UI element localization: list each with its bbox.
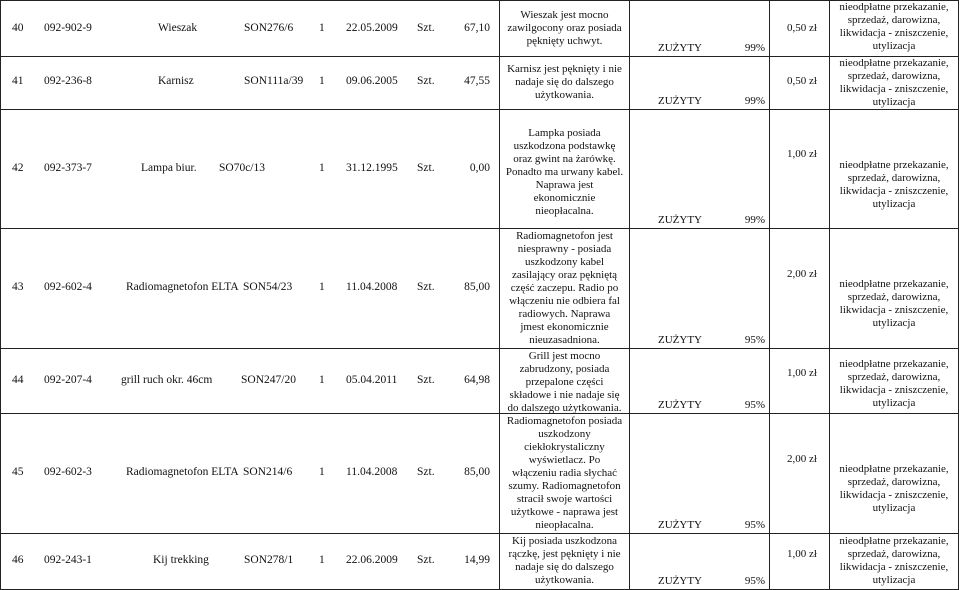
condition-cell <box>630 413 770 533</box>
condition-cell <box>630 533 770 589</box>
symbol-code: SON54/23 <box>243 281 293 293</box>
unit: Szt. <box>417 281 435 293</box>
condition-state: ZUŻYTY <box>658 575 702 587</box>
condition-state: ZUŻYTY <box>658 42 702 54</box>
item-name: Lampa biur. <box>141 162 197 174</box>
item-info-cell <box>0 1 500 56</box>
disposal-method-cell <box>830 228 959 348</box>
quantity: 1 <box>319 374 325 386</box>
inventory-number: 092-373-7 <box>44 162 92 174</box>
disposal-method-line: nieodpłatne przekazanie, <box>839 535 949 547</box>
disposal-method-line: sprzedaż, darowizna, <box>847 70 941 82</box>
disposal-method-text <box>830 463 958 515</box>
estimated-value: 1,00 zł <box>787 148 817 160</box>
condition-cell <box>630 109 770 228</box>
disposal-method-cell <box>830 1 959 56</box>
estimated-value: 0,50 zł <box>787 75 817 87</box>
item-name: grill ruch okr. 46cm <box>121 374 213 386</box>
wear-percent: 95% <box>744 519 765 531</box>
symbol-code: SON278/1 <box>244 554 294 566</box>
description-line: Lampka posiada <box>528 127 601 139</box>
disposal-method-line: likwidacja - zniszczenie, <box>839 185 949 197</box>
table-row <box>0 228 959 349</box>
description-text <box>504 230 625 347</box>
inventory-number: 092-602-4 <box>44 281 92 293</box>
description-line: zawilgocony oraz posiada <box>507 22 622 34</box>
wear-percent: 99% <box>744 42 765 54</box>
description-line: oraz gwint na żarówkę. <box>513 153 616 165</box>
estimated-value: 1,00 zł <box>787 548 817 560</box>
disposal-method-line: sprzedaż, darowizna, <box>847 14 941 26</box>
symbol-code: SON247/20 <box>241 374 296 386</box>
inventory-number: 092-902-9 <box>44 22 92 34</box>
item-info-cell <box>0 109 500 228</box>
description-cell <box>500 1 630 56</box>
price: 85,00 <box>464 466 490 478</box>
unit: Szt. <box>417 466 435 478</box>
table-row <box>0 0 959 57</box>
description-line: ekonomicznie <box>533 192 596 204</box>
lp-number: 42 <box>12 162 24 174</box>
item-name: Karnisz <box>158 75 194 87</box>
disposal-method-line: nieodpłatne przekazanie, <box>839 463 949 475</box>
estimated-value: 2,00 zł <box>787 453 817 465</box>
value-cell <box>770 55 830 109</box>
description-line: nieuzasadniona. <box>529 334 600 346</box>
disposal-method-line: utylizacja <box>872 317 916 329</box>
item-name: Kij trekking <box>153 554 209 566</box>
item-info-cell <box>0 55 500 109</box>
wear-percent: 95% <box>744 575 765 587</box>
description-line: Kij posiada uszkodzona <box>511 535 618 547</box>
unit: Szt. <box>417 374 435 386</box>
disposal-method-line: nieodpłatne przekazanie, <box>839 159 949 171</box>
description-line: składowe i nie nadaje się <box>509 389 620 401</box>
description-line: Wieszak jest mocno <box>520 9 609 21</box>
purchase-date: 22.05.2009 <box>346 22 398 34</box>
condition-state: ZUŻYTY <box>658 334 702 346</box>
lp-number: 40 <box>12 22 24 34</box>
table-row <box>0 413 959 534</box>
description-line: uszkodzona podstawkę <box>513 140 616 152</box>
description-line: Radiomagnetofon jest <box>516 230 613 242</box>
description-cell <box>500 228 630 348</box>
price: 47,55 <box>464 75 490 87</box>
description-cell <box>500 348 630 413</box>
disposal-method-line: likwidacja - zniszczenie, <box>839 83 949 95</box>
description-line: włączeniu radia słychać <box>511 467 618 479</box>
quantity: 1 <box>319 554 325 566</box>
item-info-cell <box>0 533 500 589</box>
purchase-date: 31.12.1995 <box>346 162 398 174</box>
purchase-date: 05.04.2011 <box>346 374 398 386</box>
disposal-method-text <box>830 159 958 211</box>
description-line: wyświetlacz. Po <box>528 454 601 466</box>
value-cell <box>770 533 830 589</box>
price: 0,00 <box>469 162 490 174</box>
item-info-cell <box>0 348 500 413</box>
price: 85,00 <box>464 281 490 293</box>
condition-state: ZUŻYTY <box>658 519 702 531</box>
description-cell <box>500 55 630 109</box>
quantity: 1 <box>319 162 325 174</box>
disposal-method-line: utylizacja <box>872 397 916 409</box>
condition-state: ZUŻYTY <box>658 214 702 226</box>
disposal-method-text <box>830 278 958 330</box>
description-line: do dalszego użytkowania. <box>507 402 622 414</box>
description-line: włączeniu nie odbiera fal <box>509 295 620 307</box>
description-line: Ponadto ma urwany kabel. <box>505 166 624 178</box>
purchase-date: 09.06.2005 <box>346 75 398 87</box>
disposal-method-line: likwidacja - zniszczenie, <box>839 304 949 316</box>
value-cell <box>770 1 830 56</box>
disposal-method-line: utylizacja <box>872 96 916 108</box>
description-line: nieopłacalna. <box>535 205 594 217</box>
description-line: nieopłacalna. <box>535 519 594 531</box>
disposal-method-text <box>830 57 958 109</box>
price: 67,10 <box>464 22 490 34</box>
lp-number: 45 <box>12 466 24 478</box>
disposal-method-line: utylizacja <box>872 574 916 586</box>
wear-percent: 99% <box>744 95 765 107</box>
price: 64,98 <box>464 374 490 386</box>
disposal-method-line: utylizacja <box>872 40 916 52</box>
description-text <box>504 9 625 48</box>
disposal-method-line: utylizacja <box>872 198 916 210</box>
unit: Szt. <box>417 22 435 34</box>
symbol-code: SON276/6 <box>244 22 294 34</box>
description-line: pęknięty uchwyt. <box>526 35 603 47</box>
value-cell <box>770 348 830 413</box>
description-line: uszkodzony kabel <box>524 256 605 268</box>
description-line: jmest ekonomicznie <box>520 321 609 333</box>
description-text <box>504 127 625 218</box>
disposal-method-cell <box>830 109 959 228</box>
unit: Szt. <box>417 75 435 87</box>
disposal-method-text <box>830 1 958 53</box>
description-line: szumy. Radiomagnetofon <box>508 480 621 492</box>
condition-cell <box>630 55 770 109</box>
condition-state: ZUŻYTY <box>658 399 702 411</box>
table-row <box>0 109 959 229</box>
description-text <box>504 535 625 587</box>
wear-percent: 95% <box>744 334 765 346</box>
value-cell <box>770 228 830 348</box>
description-line: stracił swoje wartości <box>516 493 613 505</box>
estimated-value: 2,00 zł <box>787 268 817 280</box>
value-cell <box>770 109 830 228</box>
description-text <box>504 415 625 532</box>
disposal-method-cell <box>830 55 959 109</box>
description-cell <box>500 413 630 533</box>
description-line: przepalone części <box>525 376 604 388</box>
disposal-method-line: utylizacja <box>872 502 916 514</box>
wear-percent: 95% <box>744 399 765 411</box>
symbol-code: SO70c/13 <box>219 162 265 174</box>
inventory-number: 092-207-4 <box>44 374 92 386</box>
table-row <box>0 533 959 590</box>
symbol-code: SON111a/39 <box>244 75 304 87</box>
lp-number: 46 <box>12 554 24 566</box>
disposal-method-text <box>830 535 958 587</box>
disposal-method-line: likwidacja - zniszczenie, <box>839 561 949 573</box>
description-line: niesprawny - posiada <box>517 243 612 255</box>
estimated-value: 0,50 zł <box>787 22 817 34</box>
disposal-method-text <box>830 358 958 410</box>
disposal-method-line: nieodpłatne przekazanie, <box>839 278 949 290</box>
table-row <box>0 55 959 110</box>
disposal-method-line: sprzedaż, darowizna, <box>847 291 941 303</box>
quantity: 1 <box>319 281 325 293</box>
description-text <box>504 350 625 415</box>
disposal-method-line: nieodpłatne przekazanie, <box>839 1 949 13</box>
description-line: nadaje się do dalszego <box>515 76 614 88</box>
description-line: użytkowania. <box>535 574 594 586</box>
disposal-method-line: likwidacja - zniszczenie, <box>839 27 949 39</box>
purchase-date: 22.06.2009 <box>346 554 398 566</box>
description-line: użytkowania. <box>535 89 594 101</box>
item-info-cell <box>0 413 500 533</box>
inventory-number: 092-602-3 <box>44 466 92 478</box>
inventory-number: 092-243-1 <box>44 554 92 566</box>
unit: Szt. <box>417 162 435 174</box>
description-line: Radiomagnetofon posiada <box>506 415 623 427</box>
lp-number: 41 <box>12 75 24 87</box>
disposal-method-cell <box>830 348 959 413</box>
quantity: 1 <box>319 75 325 87</box>
value-cell <box>770 413 830 533</box>
estimated-value: 1,00 zł <box>787 367 817 379</box>
lp-number: 44 <box>12 374 24 386</box>
description-line: część zaczepu. Radio po <box>510 282 619 294</box>
description-line: zasilający oraz pękniętą <box>511 269 618 281</box>
condition-cell <box>630 228 770 348</box>
description-cell <box>500 533 630 589</box>
quantity: 1 <box>319 466 325 478</box>
wear-percent: 99% <box>744 214 765 226</box>
disposal-method-line: sprzedaż, darowizna, <box>847 548 941 560</box>
item-name: Radiomagnetofon ELTA <box>126 281 239 293</box>
description-line: nadaje się do dalszego <box>515 561 614 573</box>
description-cell <box>500 109 630 228</box>
symbol-code: SON214/6 <box>243 466 293 478</box>
unit: Szt. <box>417 554 435 566</box>
disposal-method-cell <box>830 533 959 589</box>
description-line: użytkowe - naprawa jest <box>510 506 619 518</box>
description-line: zabrudzony, posiada <box>519 363 610 375</box>
disposal-method-line: nieodpłatne przekazanie, <box>839 358 949 370</box>
table-row <box>0 348 959 414</box>
condition-state: ZUŻYTY <box>658 95 702 107</box>
description-line: Karnisz jest pęknięty i nie <box>507 63 622 75</box>
item-info-cell <box>0 228 500 348</box>
disposal-method-cell <box>830 413 959 533</box>
description-line: Grill jest mocno <box>528 350 601 362</box>
item-name: Wieszak <box>158 22 198 34</box>
disposal-method-line: sprzedaż, darowizna, <box>847 476 941 488</box>
description-text <box>504 63 625 102</box>
quantity: 1 <box>319 22 325 34</box>
description-line: uszkodzony <box>538 428 591 440</box>
disposal-method-line: likwidacja - zniszczenie, <box>839 489 949 501</box>
purchase-date: 11.04.2008 <box>346 466 398 478</box>
item-name: Radiomagnetofon ELTA <box>126 466 239 478</box>
price: 14,99 <box>464 554 490 566</box>
description-line: ciekłokrystaliczny <box>524 441 605 453</box>
condition-cell <box>630 1 770 56</box>
disposal-method-line: likwidacja - zniszczenie, <box>839 384 949 396</box>
disposal-method-line: sprzedaż, darowizna, <box>847 371 941 383</box>
lp-number: 43 <box>12 281 24 293</box>
description-line: rączkę, jest pęknięty i nie <box>508 548 621 560</box>
description-line: Naprawa jest <box>535 179 594 191</box>
disposal-method-line: sprzedaż, darowizna, <box>847 172 941 184</box>
inventory-number: 092-236-8 <box>44 75 92 87</box>
disposal-method-line: nieodpłatne przekazanie, <box>839 57 949 69</box>
condition-cell <box>630 348 770 413</box>
purchase-date: 11.04.2008 <box>346 281 398 293</box>
description-line: radiowych. Naprawa <box>518 308 611 320</box>
